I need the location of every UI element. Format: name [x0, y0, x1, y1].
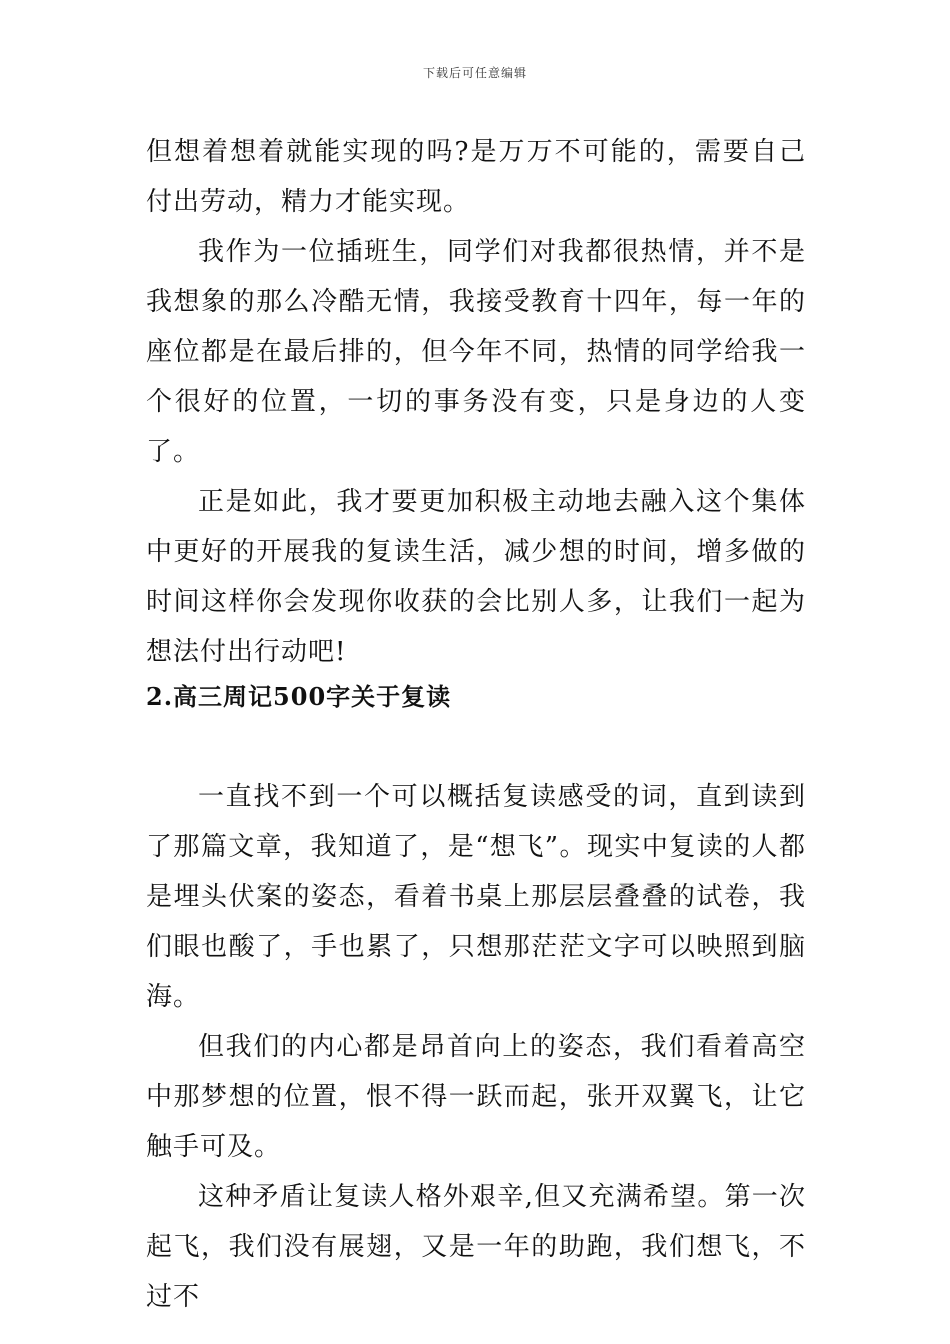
section-title: 2.高三周记500字关于复读 — [146, 682, 452, 711]
paragraph-continued: 但想着想着就能实现的吗?是万万不可能的，需要自己付出劳动，精力才能实现。 — [146, 137, 806, 217]
paragraph-take-action: 正是如此，我才要更加积极主动地去融入这个集体中更好的开展我的复读生活，减少想的时间，增多做的时间这样你会发现你收获的会比别人多，让我们一起为想法付出行动吧! — [146, 487, 806, 667]
paragraph-want-to-fly: 一直找不到一个可以概括复读感受的词，直到读到了那篇文章，我知道了，是“想飞”。现实中复读的人都是埋头伏案的姿态，看着书桌上那层层叠叠的试卷，我们眼也酸了，手也累了，只想那茫茫文字可以映照到脑海。 — [146, 782, 806, 1012]
body-text-section — [146, 772, 806, 1322]
body-text-top — [146, 127, 806, 677]
paragraph-inner-posture: 但我们的内心都是昂首向上的姿态，我们看着高空中那梦想的位置，恨不得一跃而起，张开双翼飞，让它触手可及。 — [146, 1032, 806, 1162]
paragraph-transfer-student: 我作为一位插班生，同学们对我都很热情，并不是我想象的那么冷酷无情，我接受教育十四年，每一年的座位都是在最后排的，但今年不同，热情的同学给我一个很好的位置，一切的事务没有变，只是身边的人变了。 — [146, 237, 806, 467]
page-header: 下载后可任意编辑 — [422, 66, 527, 80]
paragraph-contradiction: 这种矛盾让复读人格外艰辛,但又充满希望。第一次起飞，我们没有展翅，又是一年的助跑，我们想飞，不过不 — [146, 1182, 806, 1312]
section-heading-block — [146, 672, 806, 722]
